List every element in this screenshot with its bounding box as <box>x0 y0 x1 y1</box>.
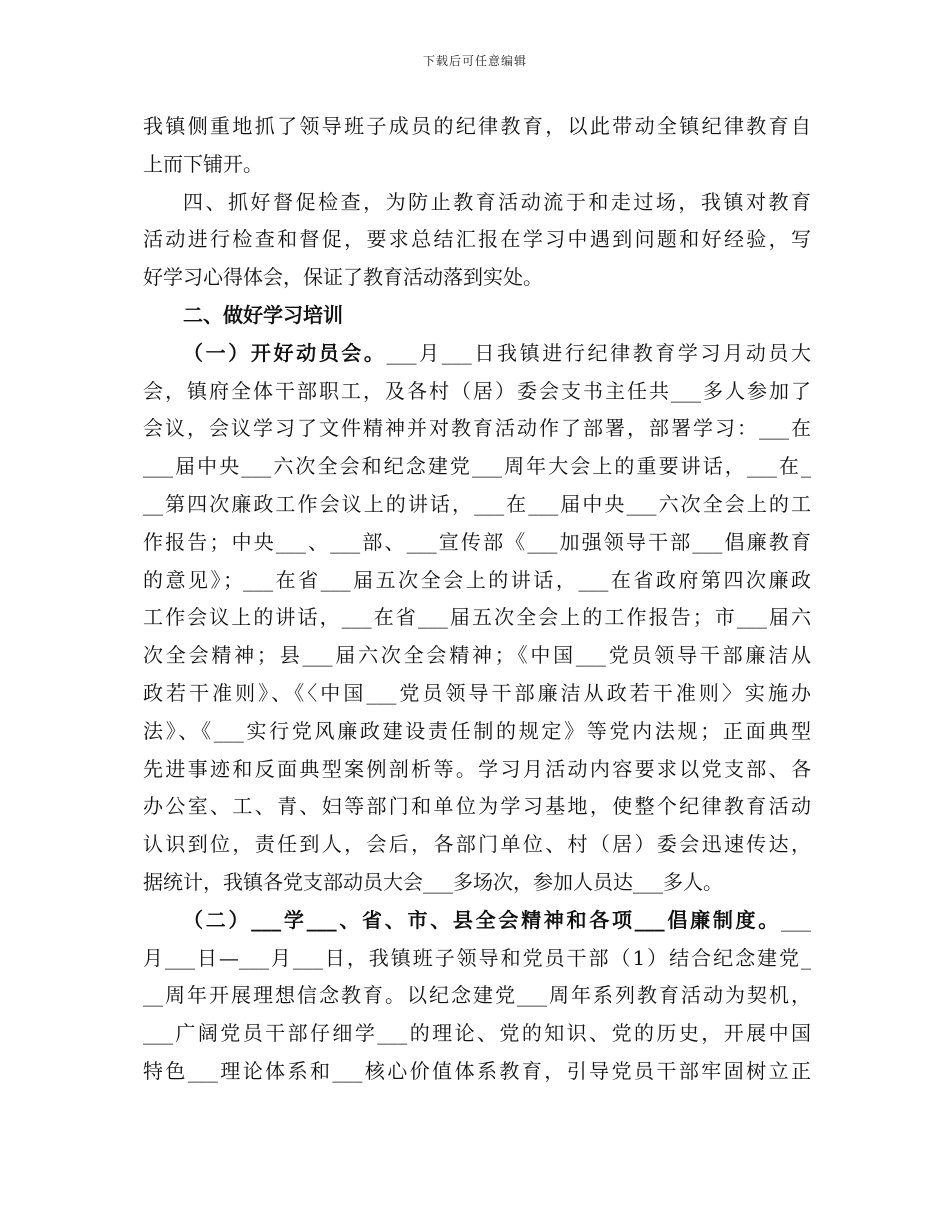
text-line <box>143 146 811 184</box>
text-line <box>143 1053 811 1091</box>
text-line <box>143 562 811 600</box>
line-text: 政若干准则》、《〈中国___党员领导干部廉洁从政若干准则〉实施办 <box>143 680 811 705</box>
line-text: 作报告；中央___、___部、___宣传部《___加强领导干部___倡廉教育 <box>143 529 811 554</box>
text-line <box>143 297 811 335</box>
line-text: ___ <box>781 907 811 932</box>
line-text: 认识到位，责任到人，会后，各部门单位、村（居）委会迅速传达， <box>143 832 811 857</box>
line-text: 法》、《___实行党风廉政建设责任制的规定》等党内法规；正面典型 <box>143 718 811 743</box>
text-line <box>143 259 811 297</box>
line-text: 特色___理论体系和___核心价值体系教育，引导党员干部牢固树立正 <box>143 1058 811 1083</box>
text-line <box>143 826 811 864</box>
line-text: 活动进行检查和督促，要求总结汇报在学习中遇到问题和好经验，写 <box>143 227 811 252</box>
text-line <box>143 184 811 222</box>
text-line <box>143 751 811 789</box>
text-line <box>143 675 811 713</box>
text-line <box>143 637 811 675</box>
line-text: 工作会议上的讲话，___在省___届五次全会上的工作报告；市___届六 <box>143 605 811 630</box>
text-line <box>143 373 811 411</box>
text-line <box>143 221 811 259</box>
text-line <box>143 713 811 751</box>
text-line <box>143 448 811 486</box>
line-text: 会议，会议学习了文件精神并对教育活动作了部署，部署学习：___在 <box>143 416 811 441</box>
text-line <box>143 864 811 902</box>
text-line <box>143 788 811 826</box>
document-body <box>143 108 811 1091</box>
line-text: 二、做好学习培训 <box>183 302 343 327</box>
section-heading: （一）开好动员会。 <box>183 340 387 365</box>
line-text: ___届中央___六次全会和纪念建党___周年大会上的重要讲话，___在_ <box>143 454 811 479</box>
line-text: 次全会精神；县___届六次全会精神；《中国___党员领导干部廉洁从 <box>143 643 811 668</box>
text-line <box>143 977 811 1015</box>
line-text: 上而下铺开。 <box>143 151 263 176</box>
line-text: 四、抓好督促检查，为防止教育活动流于和走过场，我镇对教育 <box>183 189 811 214</box>
line-text: __周年开展理想信念教育。以纪念建党___周年系列教育活动为契机， <box>143 983 811 1008</box>
text-line <box>143 335 811 373</box>
text-line <box>143 524 811 562</box>
line-text: 月___日—___月___日，我镇班子领导和党员干部（1）结合纪念建党_ <box>143 945 811 970</box>
text-line <box>143 410 811 448</box>
text-line <box>143 108 811 146</box>
text-line <box>143 940 811 978</box>
line-text: 我镇侧重地抓了领导班子成员的纪律教育，以此带动全镇纪律教育自 <box>143 114 811 138</box>
text-line <box>143 599 811 637</box>
line-text: 先进事迹和反面典型案例剖析等。学习月活动内容要求以党支部、各 <box>143 756 811 781</box>
line-text: __第四次廉政工作会议上的讲话，___在___届中央___六次全会上的工 <box>143 491 811 516</box>
line-text: 的意见》；___在省___届五次全会上的讲话，___在省政府第四次廉政 <box>143 567 811 592</box>
line-text: ___广阔党员干部仔细学___的理论、党的知识、党的历史，开展中国 <box>143 1021 811 1046</box>
text-line <box>143 902 811 940</box>
section-heading: （二）___学___、省、市、县全会精神和各项___倡廉制度。 <box>183 907 781 932</box>
text-line <box>143 1015 811 1053</box>
text-line <box>143 486 811 524</box>
line-text: 会，镇府全体干部职工，及各村（居）委会支书主任共___多人参加了 <box>143 378 811 403</box>
line-text: 好学习心得体会，保证了教育活动落到实处。 <box>143 265 543 290</box>
line-text: 办公室、工、青、妇等部门和单位为学习基地，使整个纪律教育活动 <box>143 794 811 819</box>
line-text: ___月___日我镇进行纪律教育学习月动员大 <box>386 340 811 365</box>
page-header-note: 下载后可任意编辑 <box>422 54 527 68</box>
line-text: 据统计，我镇各党支部动员大会___多场次，参加人员达___多人。 <box>143 869 723 894</box>
